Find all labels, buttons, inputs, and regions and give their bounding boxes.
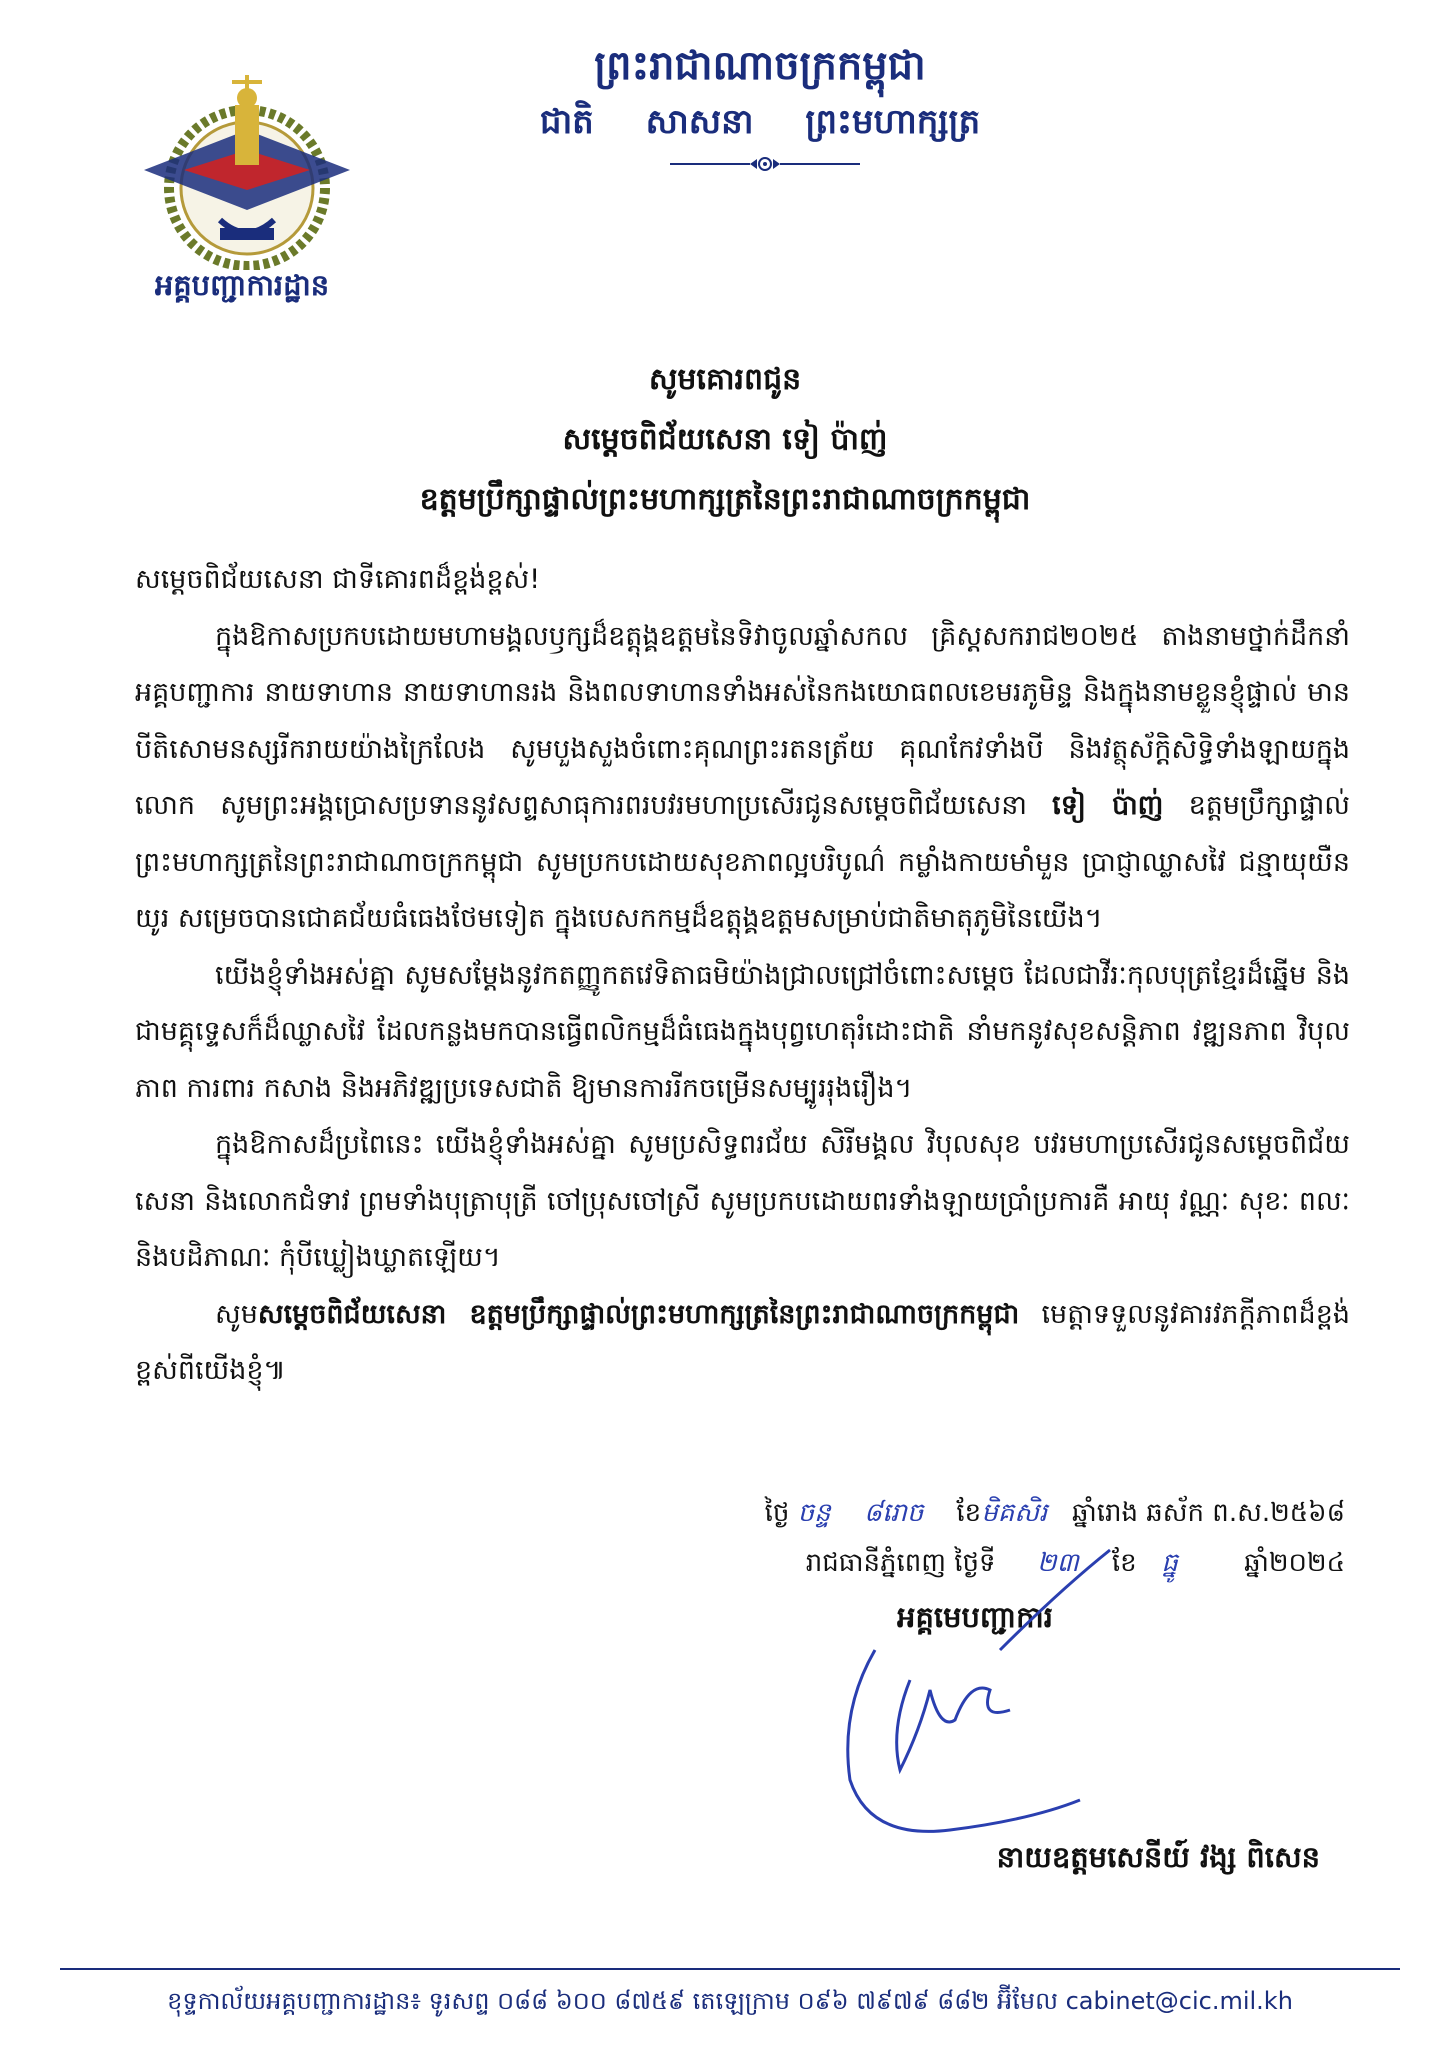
lunar-year: ឆ្នាំរោង ឆស័ក ព.ស.២៥៦៨: [1072, 1498, 1345, 1528]
lunar-month: មិគសិរ: [981, 1498, 1048, 1528]
command-emblem-logo: [140, 70, 355, 270]
paragraph-2: យើងខ្ញុំទាំងអស់គ្នា សូមសម្តែងនូវកតញ្ញូកតវេទិតាធមិយ៉ាងជ្រាលជ្រៅចំពោះសម្តេច ដែលជាវីរៈកុលបុត្រខ្មែរដ៏ឆ្នើម និងជាមគ្គុទ្ទេសក៏ដ៏ឈ្លាសវៃ ដែលកន្លងមកបានធ្វើពលិកម្មដ៏ធំធេងក្នុងបុព្វហេតុរំដោះជាតិ នាំមកនូវសុខសន្តិភាព វឌ្ឍនភាព វិបុលភាព ការពារ កសាង និងអភិវឌ្ឍប្រទេសជាតិ ឱ្យមានការរីកចម្រើនសម្បូររុងរឿង។: [135, 959, 1350, 1104]
kingdom-title: ព្រះរាជាណាចក្រកម្ពុជា: [594, 43, 926, 89]
lunar-weekday: ចន្ទ: [797, 1498, 831, 1528]
letter-body: [135, 552, 1350, 1400]
issuer-label: អគ្គបញ្ជាការដ្ឋាន: [154, 268, 330, 302]
footer-divider: [60, 1968, 1400, 1970]
lunar-date: ៨រោច: [863, 1498, 924, 1528]
solar-year: ឆ្នាំ២០២៤: [1244, 1548, 1345, 1578]
lunar-month-prefix: ខែ: [956, 1498, 982, 1528]
solar-day: ២៣: [1036, 1548, 1079, 1578]
national-motto: ជាតិ សាសនា ព្រះមហាក្សត្រ: [539, 102, 981, 142]
addressee-title: ឧត្តមប្រឹក្សាផ្ទាល់ព្រះមហាក្សត្រនៃព្រះរាជាណាចក្រកម្ពុជា: [419, 482, 1031, 517]
closing-prefix: សូម: [215, 1298, 258, 1330]
closing-addressee: សម្តេចពិជ័យសេនា ឧត្តមប្រឹក្សាផ្ទាល់ព្រះមហាក្សត្រនៃព្រះរាជាណាចក្រកម្ពុជា: [257, 1298, 1020, 1330]
handwritten-signature: [780, 1530, 1160, 1860]
lunar-date-line: [585, 1496, 1345, 1534]
salutation: សម្តេចពិជ័យសេនា ជាទីគោរពដ៏ខ្ពង់ខ្ពស់!: [135, 564, 541, 595]
signatory-name: នាយឧត្តមសេនីយ៍ វង្ស ពិសេន: [996, 1840, 1320, 1874]
lunar-day-prefix: ថ្ងៃ: [764, 1498, 790, 1528]
solar-month-label: ខែ: [1111, 1548, 1137, 1578]
solar-month: ធ្នូ: [1161, 1548, 1178, 1578]
closing-rest: មេត្តាទទួលនូវគារវភក្តីភាពដ៏ខ្ពង់ខ្ពស់ពីយើងខ្ញុំ៕: [135, 1298, 1350, 1386]
header-ornament: [670, 152, 860, 176]
closing-paragraph: [135, 1287, 1350, 1400]
paragraph-1: [135, 609, 1350, 948]
paragraph-1-name: ទៀ ប៉ាញ់: [1052, 790, 1164, 821]
paragraph-1-text: ក្នុងឱកាសប្រកបដោយមហាមង្គលឫក្សដ៏ឧត្តុង្គឧត្តមនៃទិវាចូលឆ្នាំសកល គ្រិស្តសករាជ២០២៥ តាងនាមថ្នាក់ដឹកនាំអគ្គបញ្ជាការ នាយទាហាន នាយទាហានរង និងពលទាហានទាំងអស់នៃកងយោធពលខេមរភូមិន្ទ និងក្នុងនាមខ្លួនខ្ញុំផ្ទាល់ មានបីតិសោមនស្សរីករាយយ៉ាងក្រៃលែង សូមបួងសួងចំពោះគុណព្រះរតនត្រ័យ គុណកែវទាំងបី និងវត្ថុស័ក្តិសិទ្ធិទាំងឡាយក្នុងលោក សូមព្រះអង្គប្រោសប្រទាននូវសព្ទសាធុការពរបវរមហាប្រសើរជូនសម្តេចពិជ័យសេនា: [135, 620, 1350, 821]
paragraph-3: ក្នុងឱកាសដ៏ប្រពៃនេះ យើងខ្ញុំទាំងអស់គ្នា សូមប្រសិទ្ធពរជ័យ សិរីមង្គល វិបុលសុខ បវរមហាប្រសើរជូនសម្តេចពិជ័យសេនា និងលោកជំទាវ ព្រមទាំងបុត្រាបុត្រី ចៅប្រុសចៅស្រី សូមប្រកបដោយពរទាំងឡាយប្រាំប្រការគឺ អាយុ វណ្ណៈ សុខៈ ពលៈ និងបដិភាណៈ កុំបីឃ្លៀងឃ្លាតឡើយ។: [135, 1129, 1350, 1273]
place-prefix: រាជធានីភ្នំពេញ ថ្ងៃទី: [805, 1548, 996, 1578]
paragraph-1-rest: ឧត្តមប្រឹក្សាផ្ទាល់ព្រះមហាក្សត្រនៃព្រះរាជាណាចក្រកម្ពុជា សូមប្រកបដោយសុខភាពល្អបរិបូណ៌ កម្លាំងកាយមាំមួន ប្រាជ្ញាឈ្លាសវៃ ជន្មាយុយឺនយូរ សម្រេចបានជោគជ័យធំធេងថែមទៀត ក្នុងបេសកកម្មដ៏ឧត្តុង្គឧត្តមសម្រាប់ជាតិមាតុភូមិនៃយើង។: [135, 790, 1350, 934]
signatory-title: អគ្គមេបញ្ជាការ: [897, 1600, 1053, 1634]
footer-contact: ខុទ្ទកាល័យអគ្គបញ្ជាការដ្ឋាន៖ ទូរសព្ទ ០៨៨ ៦០០ ៨៧៥៩ តេឡេក្រាម ០៩៦ ៧៩៧៩ ៨៨២ អ៊ីមែល cabinet@cic.mil.kh: [167, 1987, 1293, 2015]
addressee-name: សម្តេចពិជ័យសេនា ទៀ ប៉ាញ់: [562, 422, 888, 457]
addressee-greeting: សូមគោរពជូន: [648, 362, 802, 397]
